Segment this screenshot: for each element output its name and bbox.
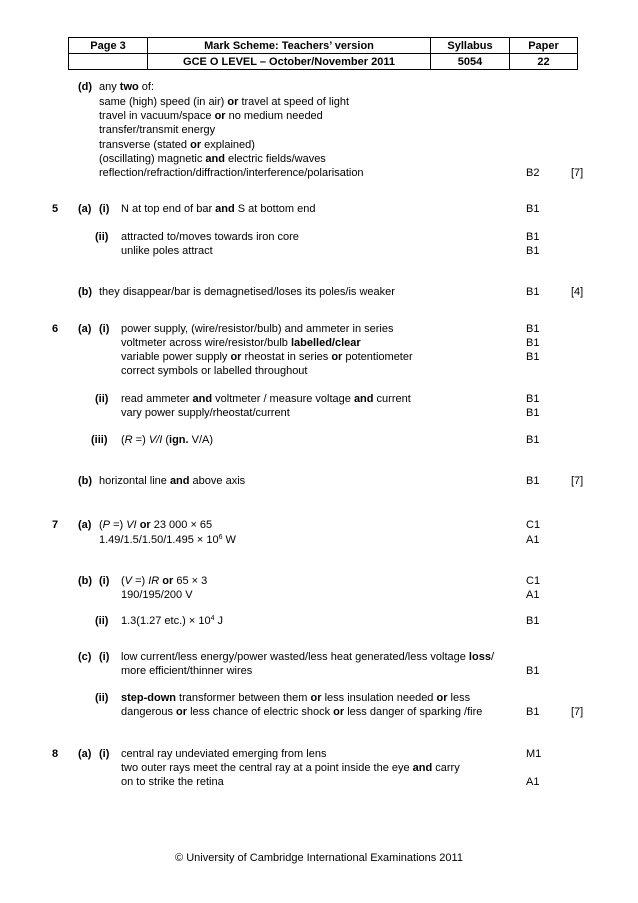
paper-value: 22 (510, 54, 578, 70)
q4d-line-5: transverse (stated or explained) (99, 139, 255, 151)
q5-a-ii-2: unlike poles attract B1 (121, 245, 540, 257)
page-number: Page 3 (69, 38, 148, 54)
q7-a-1: 7 (a) (P =) VI or 23 000 × 65 C1 (52, 519, 541, 531)
q4d-line-7: reflection/refraction/diffraction/interference/polarisation B2 [7] (99, 167, 584, 179)
part-label: (d) (78, 81, 93, 93)
q8-a-i-3: on to strike the retina A1 (121, 776, 540, 788)
q6-a-i-1: 6 (a) (i) power supply, (wire/resistor/bulb) and ammeter in series B1 (52, 323, 540, 335)
q4d-line-1: (d) any two of: (78, 81, 155, 93)
q8-a-i-1: 8 (a) (i) central ray undeviated emerging from lens M1 (52, 748, 542, 760)
mark: B2 (526, 167, 540, 179)
q7-a-2: $1.49/1.5/1.50/1.495 \times 10^6$ W A1 (99, 534, 540, 546)
q5-a-i: 5 (a) (i) N at top end of bar and S at bottom end B1 (52, 203, 540, 215)
syllabus-value: 5054 (431, 54, 510, 70)
page-number-blank (69, 54, 148, 70)
q7-b-ii: (ii) 1.3(1.27 $etc.) \times 10^4$ J B1 (95, 615, 540, 627)
q6-a-i-3: variable power supply or rheostat in series or potentiometer B1 (121, 351, 540, 363)
q7-c-i-1: (c) (i) low current/less energy/power wasted/less heat generated/less voltage loss/ (78, 651, 494, 663)
q6-a-i-4: correct symbols or labelled throughout (121, 365, 308, 377)
syllabus-label: Syllabus (431, 38, 510, 54)
q5-a-ii-1: (ii) attracted to/moves towards iron core B1 (95, 231, 540, 243)
q8-a-i-2: two outer rays meet the central ray at a point inside the eye and carry (121, 762, 460, 774)
copyright-footer: © University of Cambridge International Examinations 2011 (175, 852, 463, 864)
q7-b-i-1: (b) (i) (V =) IR or 65 × 3 C1 (78, 575, 541, 587)
header-table (68, 37, 578, 70)
q7-c-ii-2: dangerous or less chance of electric shock or less danger of sparking /fire B1 [7] (121, 706, 584, 718)
q6-a-ii-2: vary power supply/rheostat/current B1 (121, 407, 540, 419)
q4d-line-2: same (high) speed (in air) or travel at speed of light (99, 96, 350, 108)
q4d-line-4: transfer/transmit energy (99, 124, 216, 136)
total-mark: [7] (571, 167, 584, 179)
paper-label: Paper (510, 38, 578, 54)
q4d-line-6: (oscillating) magnetic and electric fields/waves (99, 153, 326, 165)
header-title-2: GCE O LEVEL – October/November 2011 (148, 54, 431, 70)
q6-a-i-2: voltmeter across wire/resistor/bulb labelled/clear B1 (121, 337, 540, 349)
q6-a-iii: (iii) (R =) V/I (ign. V/A) B1 (91, 434, 540, 446)
q7-c-ii-1: (ii) step-down transformer between them or less insulation needed or less (95, 692, 471, 704)
q6-a-ii-1: (ii) read ammeter and voltmeter / measure voltage and current B1 (95, 393, 540, 405)
q7-b-i-2: 190/195/200 V A1 (121, 589, 540, 601)
q6-b: (b) horizontal line and above axis B1 [7] (78, 475, 584, 487)
header-title-1: Mark Scheme: Teachers’ version (148, 38, 431, 54)
q5-b: (b) they disappear/bar is demagnetised/loses its poles/is weaker B1 [4] (78, 286, 584, 298)
question-number: 5 (52, 203, 59, 215)
q7-c-i-2: more efficient/thinner wires B1 (121, 665, 540, 677)
q4d-line-3: travel in vacuum/space or no medium needed (99, 110, 323, 122)
